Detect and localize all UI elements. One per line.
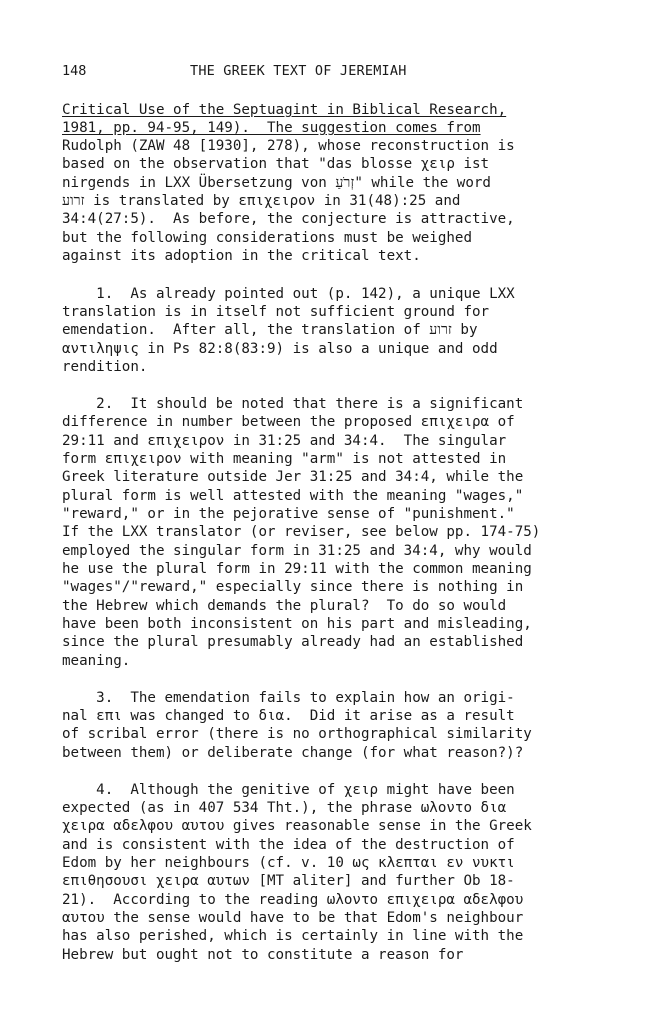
text-line-38: Edom by her neighbours (cf. v. 10 ως κλεπται εν νυκτι	[62, 855, 515, 871]
text-line-24: he use the plural form in 29:11 with the common meaning	[62, 561, 532, 577]
text-line-12: emendation. After all, the translation of זרוע by	[62, 322, 478, 338]
text-line-37: and is consistent with the idea of the destruction of	[62, 837, 515, 853]
text-line-19: Greek literature outside Jer 31:25 and 34:4, while the	[62, 469, 524, 485]
page-number: 148	[62, 63, 87, 79]
text-line-14: rendition.	[62, 359, 148, 375]
text-line-01: Critical Use of the Septuagint in Biblical Research,	[62, 102, 507, 118]
text-line-23: employed the singular form in 31:25 and 34:4, why would	[62, 543, 532, 559]
text-line-32: of scribal error (there is no orthographical similarity	[62, 726, 532, 742]
text-line-30: 3. The emendation fails to explain how an origi-	[62, 690, 515, 706]
text-line-20: plural form is well attested with the meaning "wages,"	[62, 488, 524, 504]
text-line-17: 29:11 and επιχειρον in 31:25 and 34:4. The singular	[62, 433, 507, 449]
text-line-28: since the plural presumably already had an established	[62, 634, 524, 650]
text-line-33: between them) or deliberate change (for what reason?)?	[62, 745, 524, 761]
text-line-13: αντιληψις in Ps 82:8(83:9) is also a unique and odd	[62, 341, 498, 357]
text-line-04: based on the observation that "das blosse χειρ ist	[62, 156, 490, 172]
page-header	[62, 63, 582, 83]
text-line-35: expected (as in 407 534 Tht.), the phrase ωλοντο δια	[62, 800, 507, 816]
text-line-42: has also perished, which is certainly in line with the	[62, 928, 524, 944]
text-line-08: but the following considerations must be weighed	[62, 230, 472, 246]
text-line-26: the Hebrew which demands the plural? To do so would	[62, 598, 507, 614]
text-line-05: nirgends in LXX Übersetzung von זְרֹעַ" while the word	[62, 175, 491, 191]
text-line-41: αυτου the sense would have to be that Edom's neighbour	[62, 910, 524, 926]
text-line-06: זרוע is translated by επιχειρον in 31(48):25 and	[62, 193, 461, 209]
text-line-15: 2. It should be noted that there is a significant	[62, 396, 524, 412]
text-line-02: 1981, pp. 94-95, 149). The suggestion comes from	[62, 120, 481, 136]
text-line-43: Hebrew but ought not to constitute a reason for	[62, 947, 464, 963]
text-line-31: nal επι was changed to δια. Did it arise as a result	[62, 708, 515, 724]
text-line-27: have been both inconsistent on his part and misleading,	[62, 616, 532, 632]
text-line-10: 1. As already pointed out (p. 142), a unique LXX	[62, 286, 515, 302]
text-line-22: If the LXX translator (or reviser, see below pp. 174-75)	[62, 524, 541, 540]
text-line-29: meaning.	[62, 653, 131, 669]
text-line-39: επιθησουσι χειρα αυτων [MT aliter] and further Ob 18-	[62, 873, 515, 889]
text-line-18: form επιχειρον with meaning "arm" is not attested in	[62, 451, 507, 467]
text-line-03: Rudolph (ZAW 48 [1930], 278), whose reconstruction is	[62, 138, 515, 154]
text-line-40: 21). According to the reading ωλοντο επιχειρα αδελφου	[62, 892, 524, 908]
text-line-34: 4. Although the genitive of χειρ might have been	[62, 782, 515, 798]
text-line-16: difference in number between the proposed επιχειρα of	[62, 414, 515, 430]
text-line-09: against its adoption in the critical text.	[62, 248, 421, 264]
text-line-21: "reward," or in the pejorative sense of "punishment."	[62, 506, 515, 522]
text-line-07: 34:4(27:5). As before, the conjecture is attractive,	[62, 211, 515, 227]
text-line-25: "wages"/"reward," especially since there is nothing in	[62, 579, 524, 595]
text-line-36: χειρα αδελφου αυτου gives reasonable sense in the Greek	[62, 818, 532, 834]
text-line-11: translation is in itself not sufficient ground for	[62, 304, 490, 320]
running-head: THE GREEK TEXT OF JEREMIAH	[190, 63, 407, 79]
